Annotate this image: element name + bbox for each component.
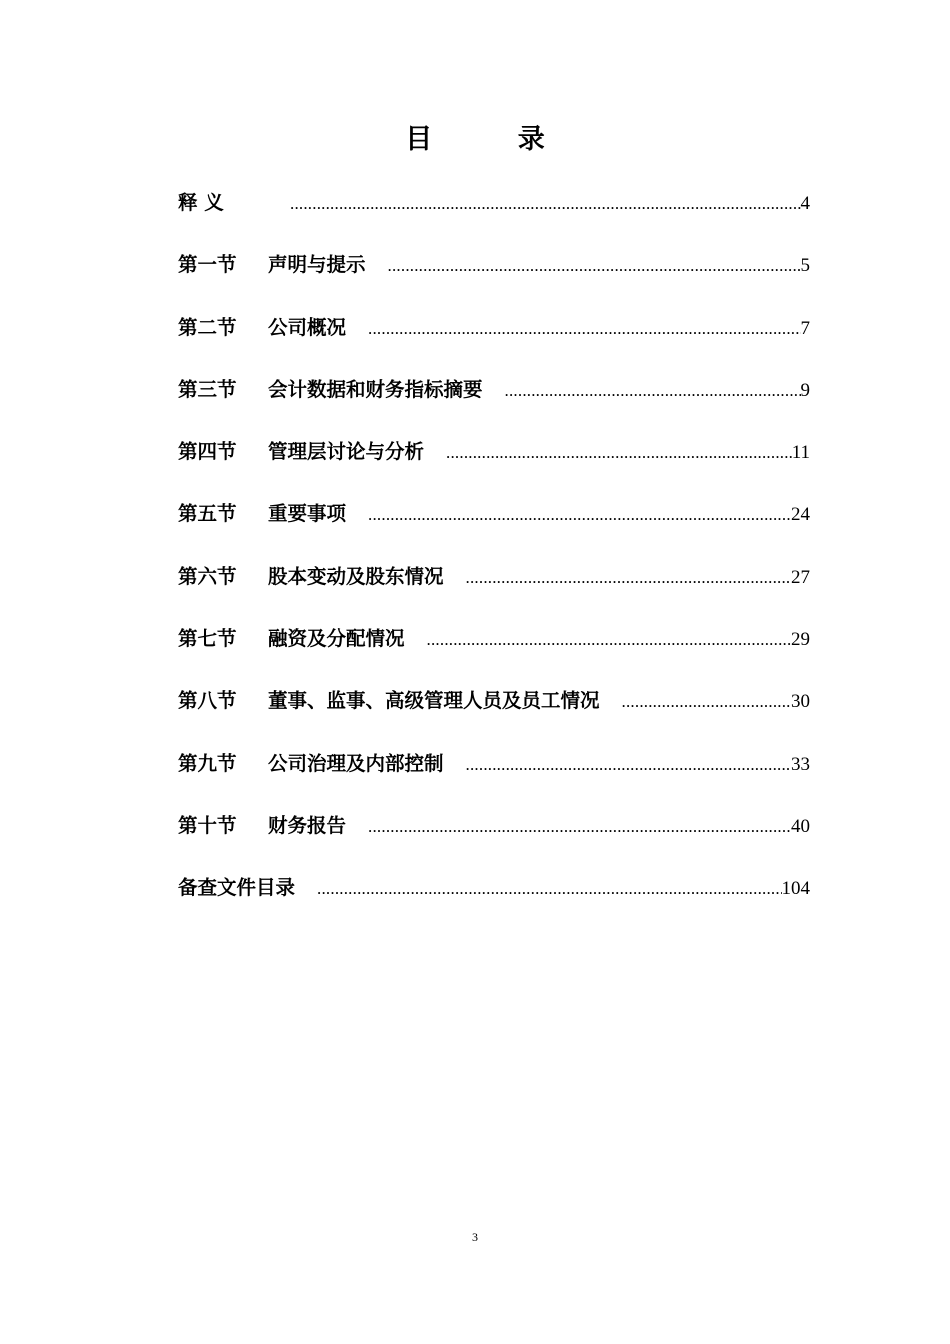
toc-entry-section-5[interactable] bbox=[178, 491, 810, 553]
toc-dot-leader bbox=[388, 243, 801, 289]
toc-section-label: 释 义 bbox=[178, 191, 224, 214]
toc-section-label: 第一节 bbox=[178, 253, 237, 277]
toc-entry-section-10[interactable] bbox=[178, 803, 810, 865]
toc-entry-section-9[interactable] bbox=[178, 741, 810, 803]
toc-section-label: 第七节 bbox=[178, 627, 237, 651]
toc-page-number: 27 bbox=[791, 566, 810, 588]
toc-dot-leader bbox=[290, 181, 801, 227]
toc-dot-leader bbox=[466, 742, 791, 788]
toc-page-number: 33 bbox=[791, 753, 810, 775]
toc-entry-section-7[interactable] bbox=[178, 616, 810, 678]
table-of-contents bbox=[178, 180, 810, 928]
toc-dot-leader bbox=[368, 492, 791, 538]
toc-entry-definitions[interactable] bbox=[178, 180, 810, 242]
toc-section-label: 第三节 bbox=[178, 377, 237, 401]
toc-page-number: 30 bbox=[791, 691, 810, 713]
toc-page-number: 7 bbox=[800, 317, 810, 339]
toc-dot-leader bbox=[622, 679, 791, 725]
toc-dot-leader bbox=[368, 306, 800, 352]
toc-dot-leader bbox=[446, 430, 792, 476]
toc-entry-section-4[interactable] bbox=[178, 429, 810, 491]
toc-section-label: 第四节 bbox=[178, 440, 237, 464]
toc-page-number: 40 bbox=[791, 815, 810, 837]
toc-entry-section-6[interactable] bbox=[178, 554, 810, 616]
toc-section-title: 会计数据和财务指标摘要 bbox=[268, 377, 483, 401]
toc-section-title: 股本变动及股东情况 bbox=[268, 564, 444, 588]
toc-entry-section-8[interactable] bbox=[178, 678, 810, 740]
toc-section-title: 管理层讨论与分析 bbox=[268, 440, 425, 464]
toc-section-title: 董事、监事、高级管理人员及员工情况 bbox=[268, 689, 600, 713]
toc-section-title: 融资及分配情况 bbox=[268, 627, 405, 651]
toc-section-title: 公司概况 bbox=[268, 315, 347, 339]
toc-page-number: 5 bbox=[800, 255, 810, 277]
toc-section-label: 第二节 bbox=[178, 315, 237, 339]
toc-dot-leader bbox=[466, 555, 791, 601]
toc-entry-section-3[interactable] bbox=[178, 367, 810, 429]
toc-section-label: 第八节 bbox=[178, 689, 237, 713]
toc-section-label: 第十节 bbox=[178, 813, 237, 837]
toc-dot-leader bbox=[368, 804, 791, 850]
toc-page-number: 104 bbox=[781, 878, 810, 900]
toc-page-number: 4 bbox=[800, 193, 810, 214]
toc-page-number: 9 bbox=[800, 379, 810, 401]
toc-section-title: 财务报告 bbox=[268, 813, 347, 837]
toc-entry-reference-documents[interactable] bbox=[178, 865, 810, 927]
toc-section-title: 重要事项 bbox=[268, 502, 347, 526]
toc-page-number: 29 bbox=[791, 629, 810, 651]
toc-section-label: 第九节 bbox=[178, 751, 237, 775]
toc-page-number: 24 bbox=[791, 504, 810, 526]
page-title: 目 录 bbox=[405, 124, 583, 155]
toc-dot-leader bbox=[427, 617, 791, 663]
toc-dot-leader bbox=[505, 368, 801, 414]
toc-section-label: 第五节 bbox=[178, 502, 237, 526]
toc-page-number: 11 bbox=[791, 442, 810, 464]
toc-section-label: 第六节 bbox=[178, 564, 237, 588]
toc-section-title: 声明与提示 bbox=[268, 253, 366, 277]
toc-dot-leader bbox=[317, 866, 781, 912]
toc-section-label: 备查文件目录 bbox=[178, 876, 296, 900]
toc-section-title: 公司治理及内部控制 bbox=[268, 751, 444, 775]
toc-entry-section-1[interactable] bbox=[178, 242, 810, 304]
page-number-footer: 3 bbox=[472, 1230, 478, 1244]
toc-entry-section-2[interactable] bbox=[178, 305, 810, 367]
